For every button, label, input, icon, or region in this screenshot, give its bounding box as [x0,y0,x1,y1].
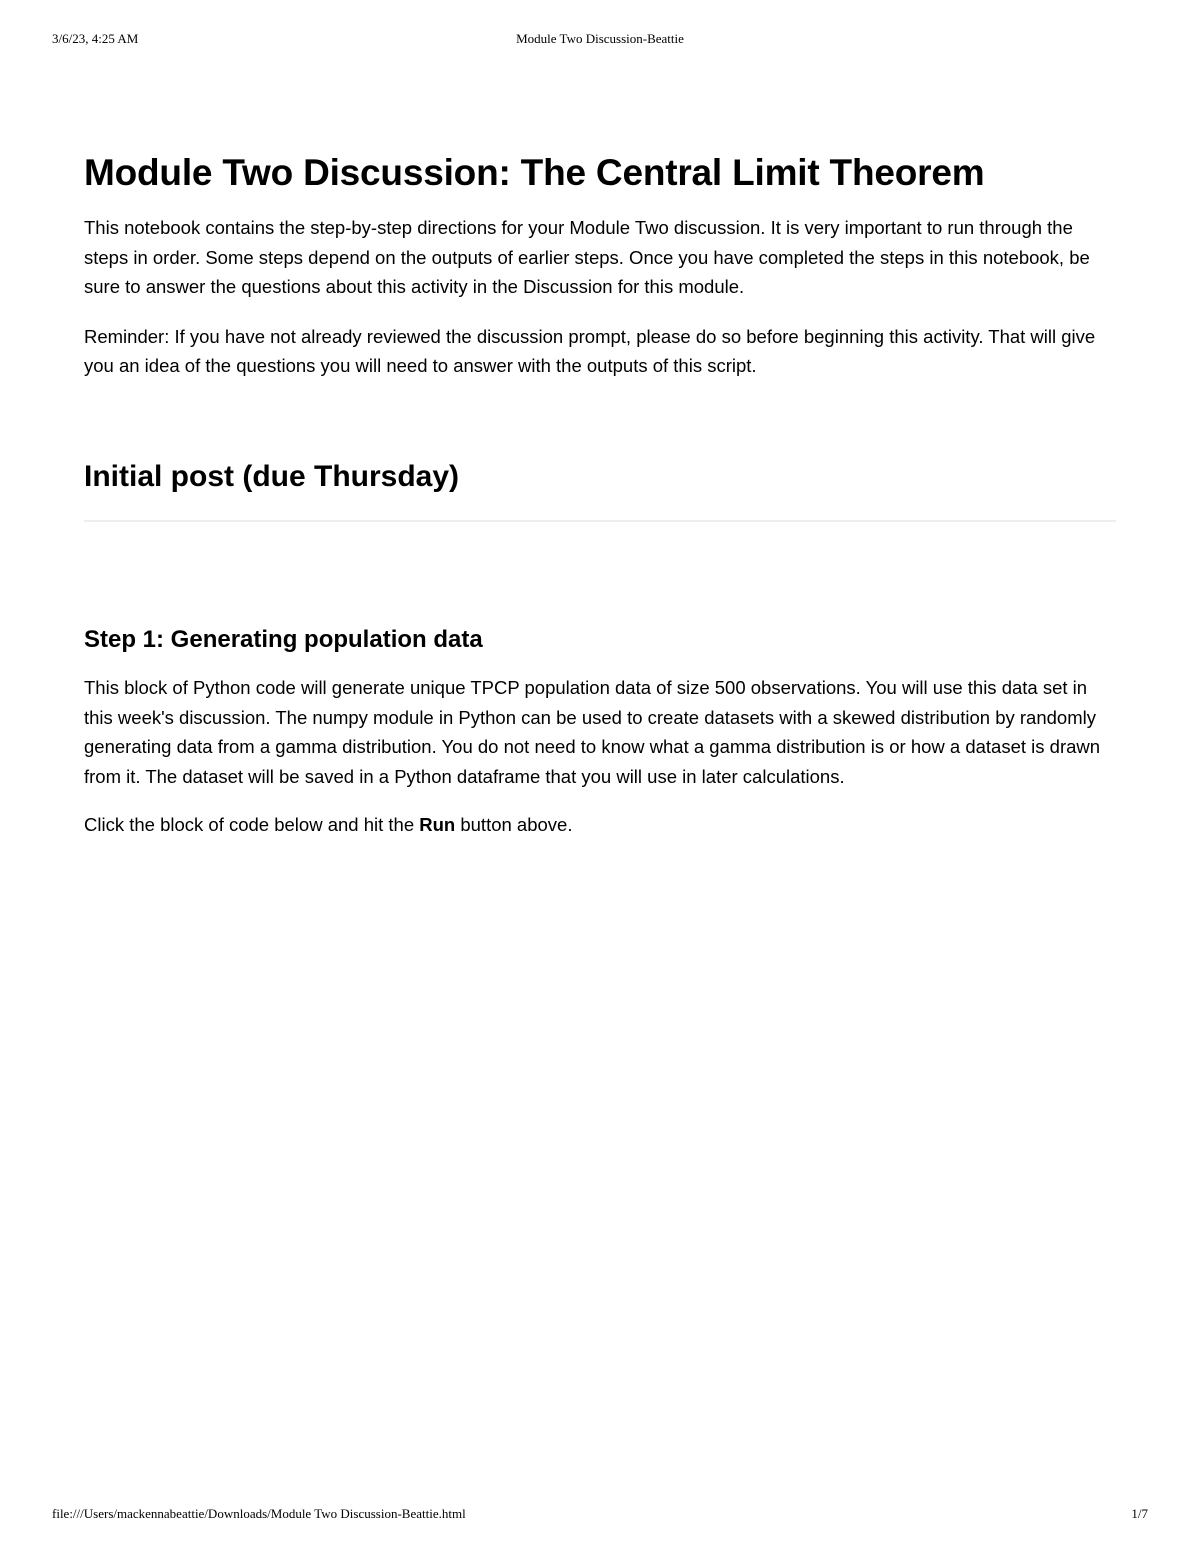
step1-heading: Step 1: Generating population data [84,625,483,653]
print-datetime: 3/6/23, 4:25 AM [52,31,139,46]
section-heading: Initial post (due Thursday) [84,459,460,493]
print-header [52,31,1148,49]
section-divider [84,520,1116,522]
notebook-content [84,150,1116,840]
instruction-text-after: button above. [455,814,573,836]
reminder-paragraph: Reminder: If you have not already reviewed the discussion prompt, please do so before beginning this activity. That will give you an idea of the questions you will need to answer with the outputs of this script. [84,325,1096,377]
print-footer [52,1506,1148,1524]
step1-body: This block of Python code will generate unique TPCP population data of size 500 observations. You will use this data set in this week's discussion. The numpy module in Python can be used to create datasets with a skewed distribution by randomly generating data from a gamma distribution. You do not need to know what a gamma distribution is or how a dataset is drawn from it. The dataset will be saved in a Python dataframe that you will use in later calculations. [84,676,1101,787]
run-keyword: Run [419,814,456,836]
print-doc-title: Module Two Discussion-Beattie [516,31,684,46]
page-title: Module Two Discussion: The Central Limit Theorem [84,152,985,193]
step1-instruction [84,810,1116,840]
intro-paragraph: This notebook contains the step-by-step directions for your Module Two discussion. It is very important to run through the steps in order. Some steps depend on the outputs of earlier steps. Once you have completed the steps in this notebook, be sure to answer the questions about this activity in the Discussion for this module. [84,217,1090,298]
instruction-text-before: Click the block of code below and hit the [84,814,420,836]
print-page-number: 1/7 [1131,1506,1148,1521]
print-file-path: file:///Users/mackennabeattie/Downloads/Module Two Discussion-Beattie.html [52,1506,466,1521]
